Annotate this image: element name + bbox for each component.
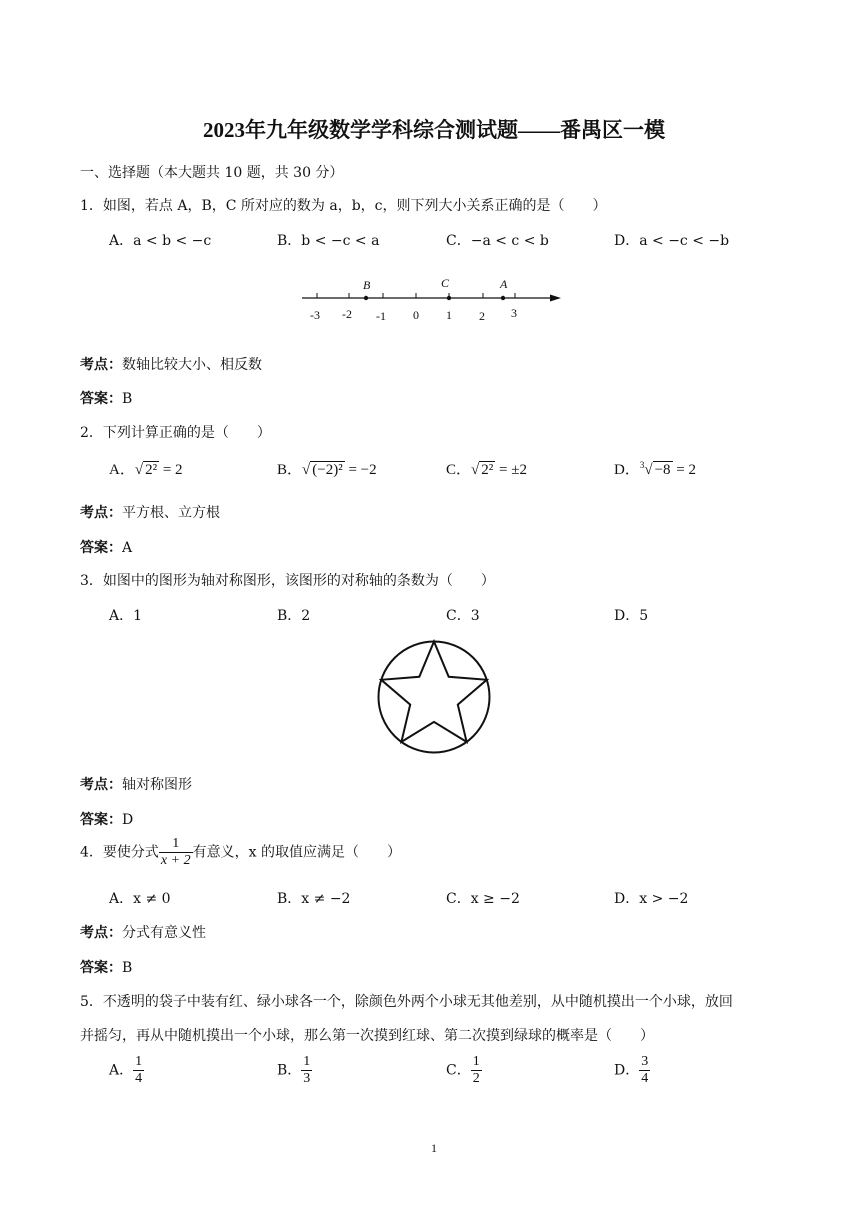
kaodian-label: 考点： — [80, 925, 122, 941]
q2-option-a: A．√ 2² = 2 — [109, 462, 183, 478]
tick-label: -1 — [376, 309, 386, 323]
kaodian-text: 数轴比较大小、相反数 — [122, 357, 262, 373]
q4-option-d: D．x > −2 — [614, 891, 689, 907]
point-a-dot — [501, 296, 505, 300]
q3-answer — [80, 809, 133, 829]
answer-text: D — [122, 812, 134, 828]
radicand: (−2)² — [312, 462, 343, 478]
page-title: 2023年九年级数学学科综合测试题——番禺区一模 — [203, 118, 665, 142]
answer-text: A — [122, 540, 133, 556]
radicand: 2² — [481, 462, 494, 478]
q1-kaodian — [80, 354, 262, 374]
question-5-stem-line2: 并摇匀，再从中随机摸出一个小球，那么第一次摸到红球、第二次摸到绿球的概率是（ ） — [80, 1028, 654, 1044]
answer-label: 答案： — [80, 812, 122, 828]
answer-label: 答案： — [80, 391, 122, 407]
q3-option-c: C．3 — [446, 608, 480, 624]
q3-option-b: B．2 — [277, 608, 311, 624]
point-label-b: B — [363, 278, 371, 292]
question-3-stem: 3．如图中的图形为轴对称图形，该图形的对称轴的条数为（ ） — [80, 573, 495, 589]
number-line-arrow — [550, 295, 561, 302]
star-in-circle-figure — [372, 634, 496, 758]
q3-option-a: A．1 — [109, 608, 143, 624]
outer-circle — [379, 642, 490, 753]
answer-text: B — [122, 391, 133, 407]
radicand: −8 — [654, 462, 671, 478]
kaodian-label: 考点： — [80, 505, 122, 521]
number-line-figure — [295, 268, 575, 328]
point-label-c: C — [441, 276, 450, 290]
kaodian-text: 分式有意义性 — [122, 925, 206, 941]
question-2-stem: 2．下列计算正确的是（ ） — [80, 425, 271, 441]
q2-option-c: C．√ 2² = ±2 — [446, 462, 527, 478]
tick-label: 1 — [446, 308, 452, 322]
tick-label: 0 — [413, 308, 419, 322]
kaodian-label: 考点： — [80, 357, 122, 373]
q4-kaodian — [80, 922, 206, 942]
question-5-stem-line1: 5．不透明的袋子中装有红、绿小球各一个，除颜色外两个小球无其他差别，从中随机摸出一个小球，放回 — [80, 994, 733, 1010]
answer-label: 答案： — [80, 960, 122, 976]
q2-option-d: D．$^3$√ −8 = 2 — [614, 460, 697, 478]
point-b-dot — [364, 296, 368, 300]
q3-option-d: D．5 — [614, 608, 649, 624]
tick-label: -3 — [310, 308, 320, 322]
question-1-stem: 1．如图，若点 A，B，C 所对应的数为 a，b，c，则下列大小关系正确的是（ ） — [80, 198, 607, 214]
q5-option-b: B． $\frac{1}{3}$ — [277, 1054, 311, 1086]
q5-option-a: A． $\frac{1}{4}$ — [109, 1054, 143, 1086]
point-label-a: A — [500, 277, 508, 291]
tick-label: 3 — [511, 306, 517, 320]
q1-option-d: D．a < −c < −b — [614, 233, 730, 249]
q2-option-b: B．√ (−2)² = −2 — [277, 462, 377, 478]
answer-text: B — [122, 960, 133, 976]
kaodian-label: 考点： — [80, 777, 122, 793]
q2-kaodian — [80, 502, 220, 522]
kaodian-text: 平方根、立方根 — [122, 505, 220, 521]
question-4-stem: 4．要使分式 $\frac{1}{x + 2}$ 有意义，x 的取值应满足（ ） — [80, 836, 401, 868]
q1-option-c: C．−a < c < b — [446, 233, 549, 249]
root-index: 3 — [639, 460, 645, 470]
q5-option-d: D． $\frac{3}{4}$ — [614, 1054, 649, 1086]
tick-label: 2 — [479, 309, 485, 323]
tick-label: -2 — [342, 307, 352, 321]
q4-answer — [80, 957, 132, 977]
page-number: 1 — [431, 1141, 437, 1155]
section-heading: 一、选择题（本大题共 10 题，共 30 分） — [80, 165, 344, 181]
q4-option-a: A．x ≠ 0 — [109, 891, 171, 907]
q1-option-b: B．b < −c < a — [277, 233, 380, 249]
q1-option-a: A．a < b < −c — [109, 233, 212, 249]
q3-kaodian — [80, 774, 192, 794]
point-c-dot — [447, 296, 451, 300]
q4-option-b: B．x ≠ −2 — [277, 891, 351, 907]
q5-option-c: C． $\frac{1}{2}$ — [446, 1054, 480, 1086]
q2-answer — [80, 537, 132, 557]
fraction: $\frac{1}{x + 2}$ — [160, 836, 191, 868]
q1-answer — [80, 388, 132, 408]
q4-option-c: C．x ≥ −2 — [446, 891, 520, 907]
radicand: 2² — [145, 462, 158, 478]
kaodian-text: 轴对称图形 — [122, 777, 192, 793]
answer-label: 答案： — [80, 540, 122, 556]
